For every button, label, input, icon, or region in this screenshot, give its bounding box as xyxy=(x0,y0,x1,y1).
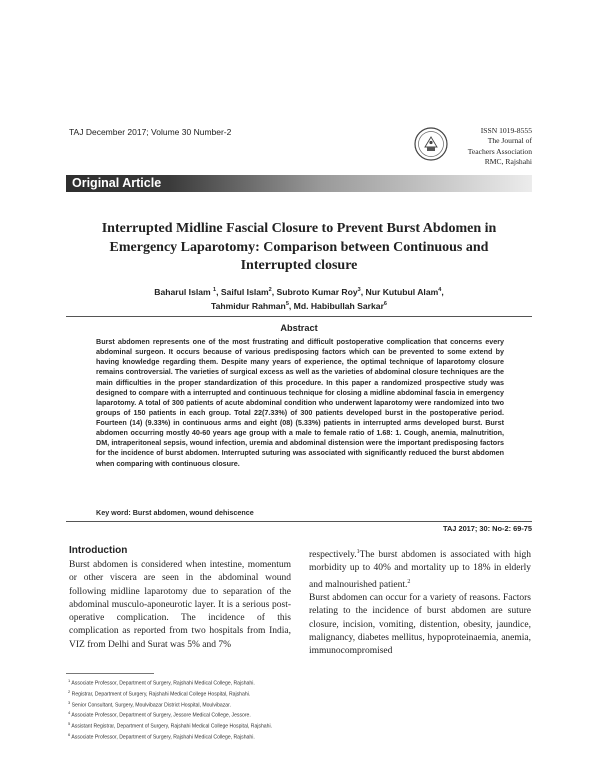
author-line xyxy=(66,298,532,312)
title-line: Emergency Laparotomy: Comparison between Continuous and xyxy=(109,239,489,255)
author-affiliation-mark: 4 xyxy=(438,287,442,293)
author-separator: , xyxy=(360,286,366,297)
footnote-number: 3 xyxy=(68,699,71,705)
footnote-text: Assistant Registrar, Department of Surgery, Rajshahi Medical College Hospital, Rajshahi. xyxy=(71,723,273,730)
author-name: Baharul Islam xyxy=(154,286,211,297)
article-title xyxy=(66,220,532,276)
footnote xyxy=(68,731,368,742)
footnotes xyxy=(68,677,368,742)
citation: TAJ 2017; 30: No-2: 69-75 xyxy=(443,524,532,533)
divider xyxy=(66,521,532,522)
introduction-left-column: Burst abdomen is considered when intestine, momentum or other viscera are seen in the abdominal wound following midline laparotomy due to separation of the abdominal musculo-aponeurotic layer. It is a serious post-operative complication. The incidence of this complication as reported from two hospitals from India, VIZ from Delhi and Surat was 5% and 7% xyxy=(69,560,291,650)
journal-name-line: The Journal of xyxy=(487,136,532,146)
footnote-text: Registrar, Department of Surgery, Rajshahi Medical College Hospital, Rajshahi. xyxy=(71,691,251,698)
footnote xyxy=(68,709,368,720)
issn-block xyxy=(452,126,532,168)
title-line: Interrupted Midline Fascial Closure to Prevent Burst Abdomen in xyxy=(101,221,497,236)
footnote-number: 1 xyxy=(68,678,71,683)
reference-mark: 2 xyxy=(407,578,411,585)
author-line xyxy=(66,284,532,298)
section-banner xyxy=(66,175,532,192)
author-separator: , xyxy=(288,301,294,312)
footnote-text: Senior Consultant, Surgery, Moulvibazar District Hospital, Moulvibazar. xyxy=(71,702,231,709)
author-affiliation-mark: 3 xyxy=(357,287,361,293)
introduction-right-paragraph: Burst abdomen can occur for a variety of reasons. Factors relating to the incidence of burst abdomen are suture closure, incision, vomiting, distention, obesity, jaundice, malignancy, diabetes mellitus, hypoproteinaemia, anemia, immunocompromised xyxy=(309,593,531,657)
footnote xyxy=(68,699,368,710)
author-affiliation-mark: 1 xyxy=(213,287,217,293)
introduction-heading: Introduction xyxy=(69,545,128,556)
footnote-text: Associate Professor, Department of Surgery, Jessore Medical College, Jessore. xyxy=(71,713,251,720)
author-separator: , xyxy=(216,286,221,297)
author-affiliation-mark: 6 xyxy=(383,301,387,308)
author-separator: , xyxy=(441,286,444,297)
footnote-number: 5 xyxy=(68,721,71,727)
author-name: Tahmidur Rahman xyxy=(211,301,286,312)
author-affiliation-mark: 5 xyxy=(285,301,289,308)
author-name: Md. Habibullah Sarkar xyxy=(293,301,384,312)
author-name: Saiful Islam xyxy=(220,286,269,297)
reference-mark: 1 xyxy=(356,549,360,555)
footnote-divider xyxy=(66,673,154,674)
footnote-text: Associate Professor, Department of Surgery, Rajshahi Medical College, Rajshahi. xyxy=(71,734,255,741)
journal-issue-line: TAJ December 2017; Volume 30 Number-2 xyxy=(69,127,232,137)
abstract-heading: Abstract xyxy=(280,323,318,333)
journal-name-line: Teachers Association xyxy=(467,146,532,156)
footnote-number: 2 xyxy=(68,688,71,694)
author-list xyxy=(66,284,532,313)
body-text: The burst abdomen is associated with high morbidity up to 40% and mortality up to 18% in elderly and malnourished patient. xyxy=(309,550,531,590)
footnote-number: 4 xyxy=(68,710,71,716)
keywords: Key word: Burst abdomen, wound dehiscence xyxy=(96,508,254,517)
abstract-body: Burst abdomen represents one of the most frustrating and difficult postoperative complication that concerns every abdominal surgeon. It occurs because of various predisposing factors which can be prevented to some extend by having knowledge regarding them. Despite many years of experience, the optimal technique of laparotomy closure remains controversial. The varieties of surgical excess as well as the varieties of abdominal closure techniques are the main difficulties in the proper standardization of this procedure. In this paper a randomized prospective study was designed to compare with a interrupted and continuous technique for closing a midline abdominal fascia in emergency laparotomy. A total of 300 patients of acute abdominal condition who underwent laparotomy were randomized into two groups of 150 patients in each group. Total 22(7.33%) of 300 patients developed burst in the postoperative period. Fourteen (14) (9.33%) in continuous arms and eight (08) (5.33%) patients in interrupted arms developed burst. Burst abdomen occurring mostly 40-60 years age group with a male to female ratio of 1.68: 1. Cough, anemia, malnutrition, DM, intraperitoneal sepsis, wound infection, uremia and abdominal distension were the important predisposing factors for the incidence of burst abdomen. Interrupted suturing was associated with significantly reduced the burst abdomen when comparing with continuous closure. xyxy=(96,337,504,468)
divider xyxy=(66,316,532,317)
author-separator: , xyxy=(271,286,277,297)
author-affiliation-mark: 2 xyxy=(268,287,272,293)
issn-number: ISSN 1019-8555 xyxy=(480,126,532,135)
title-line: Interrupted closure xyxy=(240,258,358,273)
journal-name-line: RMC, Rajshahi xyxy=(484,157,532,167)
body-text: respectively. xyxy=(309,550,357,561)
introduction-right-paragraph xyxy=(309,546,531,592)
author-name: Nur Kutubul Alam xyxy=(365,286,439,297)
association-logo-icon xyxy=(413,126,449,162)
section-label: Original Article xyxy=(72,176,162,190)
footnote xyxy=(68,677,368,688)
footnote-text: Associate Professor, Department of Surgery, Rajshahi Medical College, Rajshahi. xyxy=(71,680,255,687)
footnote xyxy=(68,720,368,731)
author-name: Subroto Kumar Roy xyxy=(276,286,358,297)
footnote xyxy=(68,688,368,699)
footnote-number: 6 xyxy=(68,731,71,737)
